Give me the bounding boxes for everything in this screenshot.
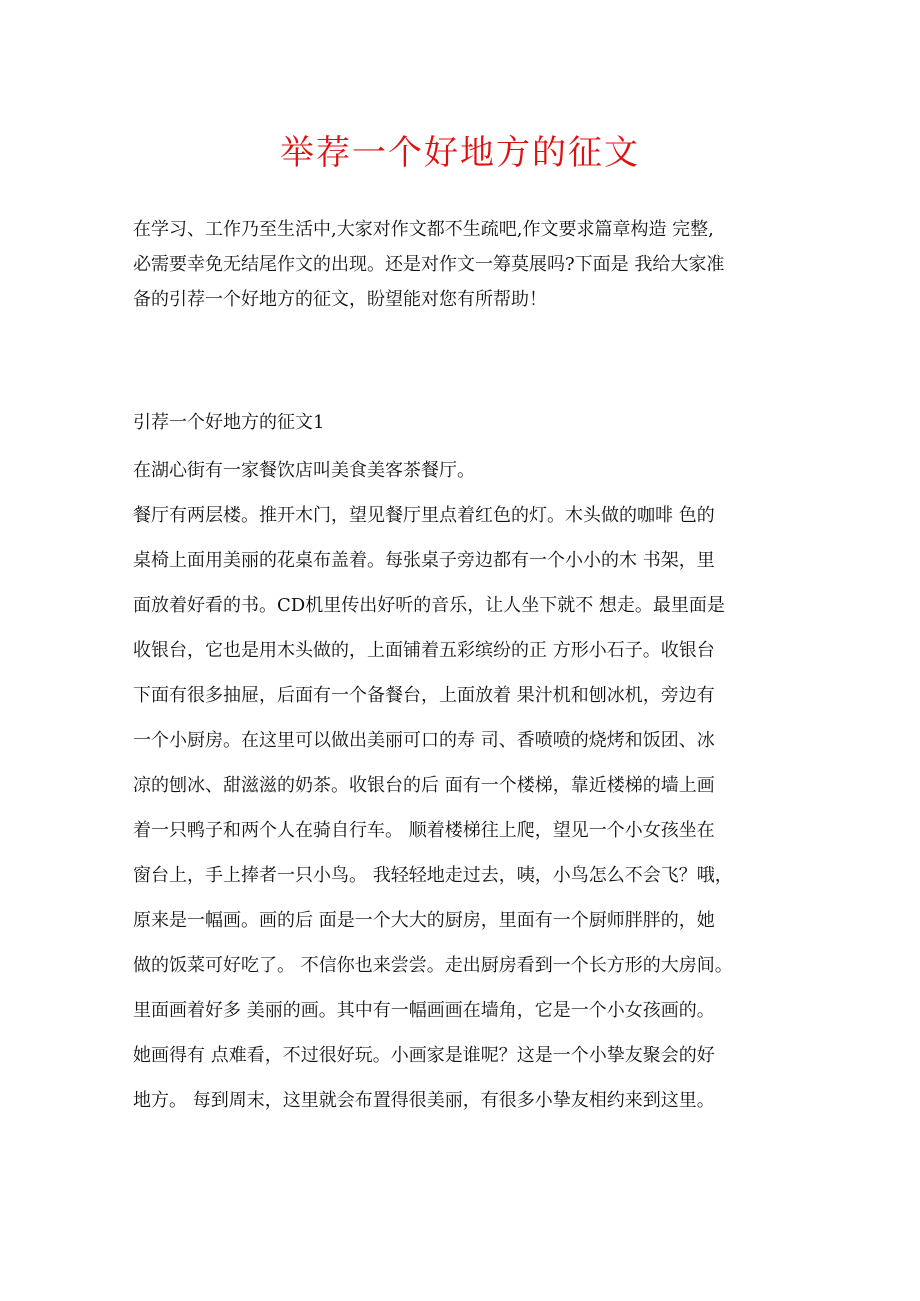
document-title: 举荐一个好地方的征文 bbox=[280, 133, 640, 173]
body-line: 原来是一幅画。画的后 面是一个大大的厨房，里面有一个厨师胖胖的，她 bbox=[133, 910, 715, 931]
body-line: 凉的刨冰、甜滋滋的奶茶。收银台的后 面有一个楼梯，靠近楼梯的墙上画 bbox=[133, 775, 715, 796]
intro-paragraph bbox=[133, 212, 793, 317]
body-line: 里面画着好多 美丽的画。其中有一幅画画在墙角，它是一个小女孩画的。 bbox=[133, 1000, 715, 1021]
body-paragraphs bbox=[133, 453, 793, 1128]
section-heading: 引荐一个好地方的征文1 bbox=[133, 412, 325, 433]
body-line: 一个小厨房。在这里可以做出美丽可口的寿 司、香喷喷的烧烤和饭团、冰 bbox=[133, 730, 715, 751]
body-line: 窗台上，手上捧者一只小鸟。 我轻轻地走过去，咦，小鸟怎么不会飞？哦， bbox=[133, 865, 733, 886]
intro-line: 在学习、工作乃至生活中,大家对作文都不生疏吧,作文要求篇章构造 完整, bbox=[133, 219, 714, 240]
body-line: 她画得有 点难看，不过很好玩。小画家是谁呢？这是一个小挚友聚会的好 bbox=[133, 1045, 715, 1066]
body-line: 下面有很多抽屉，后面有一个备餐台，上面放着 果汁机和刨冰机，旁边有 bbox=[133, 685, 715, 706]
body-line: 面放着好看的书。CD机里传出好听的音乐，让人坐下就不 想走。最里面是 bbox=[133, 595, 725, 616]
body-line: 着一只鸭子和两个人在骑自行车。 顺着楼梯往上爬，望见一个小女孩坐在 bbox=[133, 820, 715, 841]
body-line: 桌椅上面用美丽的花桌布盖着。每张桌子旁边都有一个小小的木 书架，里 bbox=[133, 550, 715, 571]
body-line: 收银台，它也是用木头做的，上面铺着五彩缤纷的正 方形小石子。收银台 bbox=[133, 640, 715, 661]
body-line: 地方。 每到周末，这里就会布置得很美丽，有很多小挚友相约来到这里。 bbox=[133, 1090, 715, 1111]
body-line: 在湖心街有一家餐饮店叫美食美客茶餐厅。 bbox=[133, 460, 475, 481]
intro-line: 必需要幸免无结尾作文的出现。还是对作文一筹莫展吗?下面是 我给大家准 bbox=[133, 254, 725, 275]
body-line: 餐厅有两层楼。推开木门，望见餐厅里点着红色的灯。木头做的咖啡 色的 bbox=[133, 505, 715, 526]
body-line: 做的饭菜可好吃了。 不信你也来尝尝。走出厨房看到一个长方形的大房间。 bbox=[133, 955, 733, 976]
intro-line: 备的引荐一个好地方的征文，盼望能对您有所帮助！ bbox=[133, 289, 547, 310]
